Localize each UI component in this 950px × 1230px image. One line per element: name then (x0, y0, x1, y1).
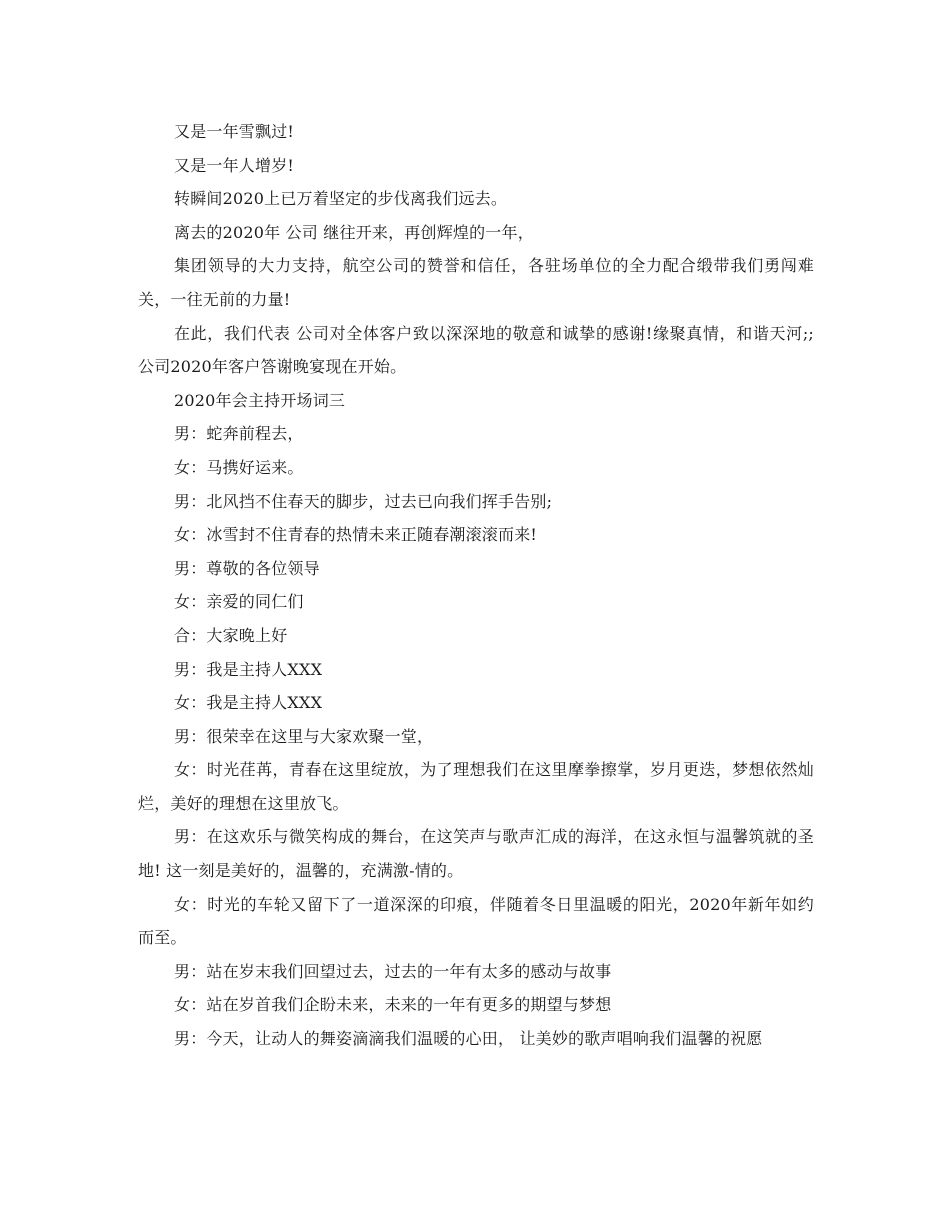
dialogue-line: 女：时光的车轮又留下了一道深深的印痕，伴随着冬日里温暖的阳光，2020年新年如约而至。 (138, 894, 814, 948)
dialogue-line: 男：北风挡不住春天的脚步，过去已向我们挥手告别; (174, 491, 553, 511)
dialogue-line: 男：在这欢乐与微笑构成的舞台，在这笑声与歌声汇成的海洋，在这永恒与温馨筑就的圣地! 这一刻是美好的，温馨的，充满激-情的。 (138, 827, 814, 881)
dialogue-line: 女：冰雪封不住青春的热情未来正随春潮滚滚而来! (174, 525, 538, 545)
paragraph: 又是一年人增岁! (174, 155, 295, 175)
paragraph: 在此，我们代表 公司对全体客户致以深深地的敬意和诚挚的感谢!缘聚真情，和谐天河;; 公司2020年客户答谢晚宴现在开始。 (138, 323, 814, 377)
paragraph: 又是一年雪飘过! (174, 122, 295, 141)
dialogue-line: 女：时光荏苒，青春在这里绽放，为了理想我们在这里摩拳擦掌，岁月更迭，梦想依然灿烂，美好的理想在这里放飞。 (138, 760, 814, 813)
dialogue-line: 女：站在岁首我们企盼未来，未来的一年有更多的期望与梦想 (174, 995, 612, 1015)
dialogue-line: 男：站在岁末我们回望过去，过去的一年有太多的感动与故事 (174, 961, 612, 981)
paragraph: 集团领导的大力支持，航空公司的赞誉和信任，各驻场单位的全力配合缎带我们勇闯难关，一往无前的力量! (138, 256, 814, 309)
dialogue-line: 男：我是主持人XXX (174, 659, 323, 679)
dialogue-line: 男：尊敬的各位领导 (174, 558, 320, 578)
dialogue-line: 女：马携好运来。 (174, 457, 304, 477)
section-heading: 2020年会主持开场词三 (174, 390, 346, 410)
paragraph: 离去的2020年 公司 继往开来，再创辉煌的一年， (174, 222, 534, 242)
dialogue-line: 男：今天，让动人的舞姿滴滴我们温暖的心田， 让美妙的歌声唱响我们温馨的祝愿 (174, 1029, 763, 1049)
document-body (138, 115, 814, 1056)
dialogue-line: 女：亲爱的同仁们 (174, 592, 304, 612)
dialogue-line: 男：很荣幸在这里与大家欢聚一堂， (174, 726, 434, 746)
dialogue-line: 男：蛇奔前程去， (174, 424, 304, 444)
paragraph: 转瞬间2020上已万着坚定的步伐离我们远去。 (174, 189, 508, 209)
dialogue-line: 女：我是主持人XXX (174, 693, 323, 713)
dialogue-line: 合：大家晚上好 (174, 625, 288, 645)
